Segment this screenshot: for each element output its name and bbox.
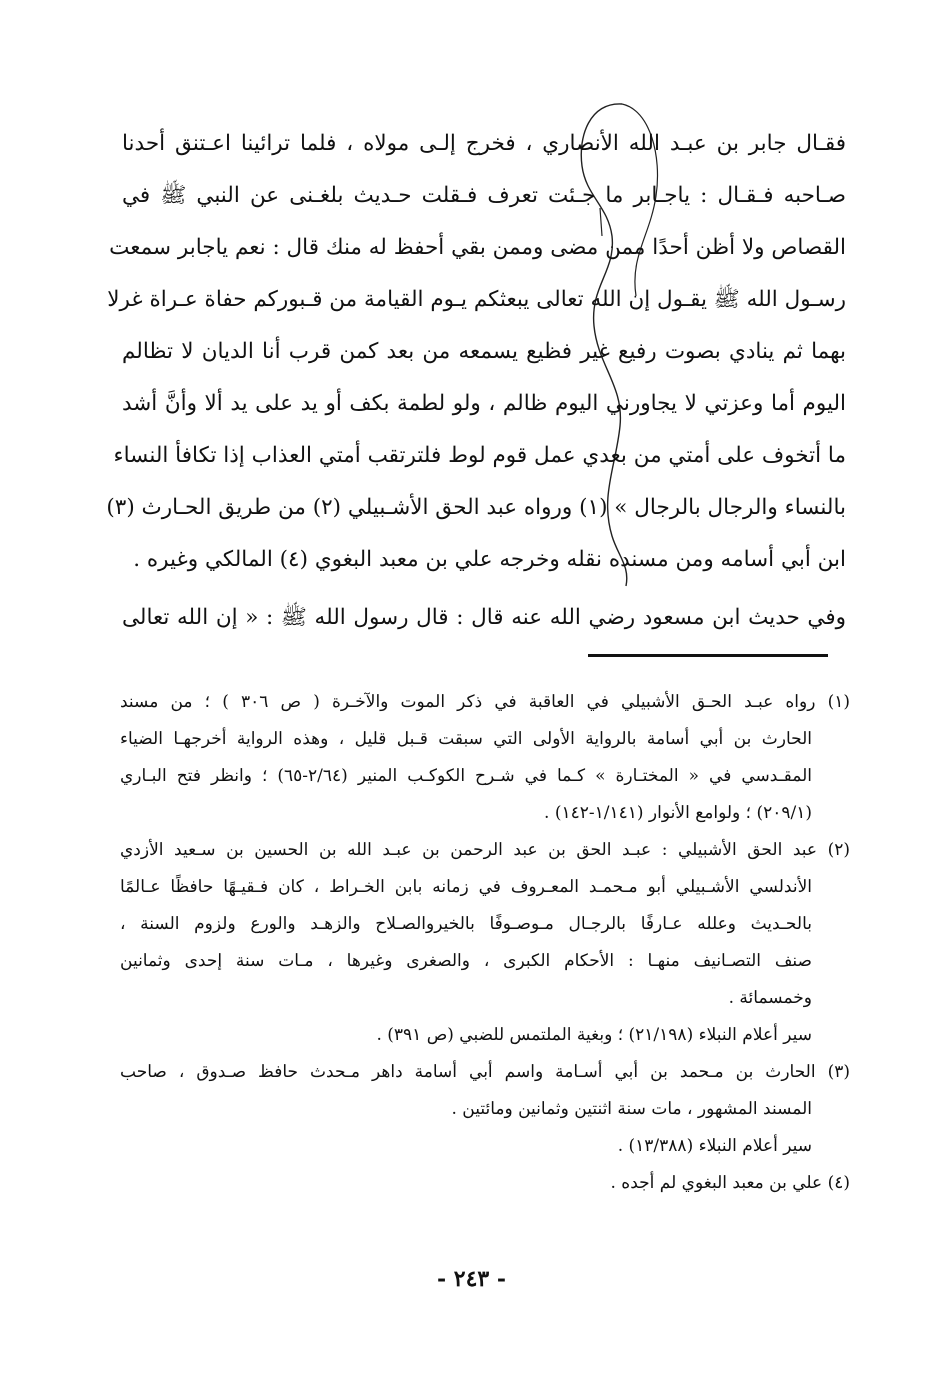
- body-line: فقـال جابر بن عبـد الله الأنصاري ، فخرج إلـى مولاه ، فلما ترائينا اعـتنق أحدنا: [122, 131, 846, 156]
- footnote-line: سير أعلام النبلاء (١٣/٣٨٨) .: [617, 1136, 812, 1156]
- footnote-line: صنف التصـانيف منهـا : الأحكام الكبرى ، والصغرى وغيرها ، مـات سنة إحدى وثمانين: [120, 951, 812, 971]
- footnote-line: سير أعلام النبلاء (٢١/١٩٨) ؛ وبغية الملتمس للضبي (ص ٣٩١) .: [376, 1025, 812, 1045]
- page-number: - ٢٤٣ -: [436, 1266, 507, 1292]
- body-line: بهما ثم ينادي بصوت رفيع غير فظيع يسمعه من بعد كمن قرب أنا الديان لا تظالم: [122, 339, 846, 364]
- body-line: اليوم أما وعزتي لا يجاورني اليوم ظالم ، ولو لطمة بكف أو يد على يد ألا وأنَّ أشد: [122, 391, 846, 416]
- footnote-line: (٢٠٩/١) ؛ ولوامع الأنوار (١/١٤١-١٤٢) .: [544, 803, 812, 823]
- body-line: صـاحبه فـقـال : ياجـابر ما جـئت تعرف فـقلت حـديث بلغـنى عن النبي ﷺ في: [122, 183, 846, 208]
- body-line: ابن أبي أسامه ومن مسنده نقله وخرجه علي بن معبد البغوي (٤) المالكي وغيره .: [133, 547, 846, 572]
- footnote-divider: [588, 654, 828, 657]
- body-line: رسـول الله ﷺ يقـول إن الله تعالى يبعثكم يـوم القيامة من قـبوركم حفاة عـراة غرلا: [107, 287, 846, 312]
- footnote-line: بالحـديث وعلله عـارفًا بالرجـال مـوصـوفًا بالخيروالصـلاح والزهـد والورع ولزوم السنة ،: [120, 914, 812, 934]
- body-line: القصاص ولا أظن أحدًا ممن مضى وممن بقي أحفظ له منك قال : نعم ياجابر سمعت: [109, 235, 846, 260]
- footnote-line: المقـدسي في « المختـارة » كـما في شـرح الكوكـب المنير (٢/٦٤-٦٥) ؛ وانظر فتح البـاري: [120, 766, 812, 786]
- footnotes-section: [120, 684, 850, 1202]
- footnote-line: وخمسمائة .: [728, 988, 812, 1008]
- footnote-line: المسند المشهور ، مات سنة اثنتين وثمانين ومائتين .: [451, 1099, 812, 1119]
- body-line: بالنساء والرجال بالرجال » (١) ورواه عبد الحق الأشـبيلي (٢) من طريق الحـارث (٣): [106, 495, 846, 520]
- footnote-line: (٣) الحارث بن مـحمد بن أبي أسـامة واسم أبي أسامة داهر مـحدث حافظ صـدوق ، صاحب: [120, 1062, 850, 1082]
- footnote-line: (١) رواه عبـد الحـق الأشبيلي في العاقبة في ذكر الموت والآخـرة ( ص ٣٠٦ ) ؛ من مسند: [120, 692, 850, 712]
- footnote-line: (٤) علي بن معبد البغوي لم أجده .: [610, 1173, 850, 1193]
- main-body-text: [106, 118, 846, 644]
- body-line: ما أتخوف على أمتي من بعدي عمل قوم لوط فلترتقب أمتي العذاب إذا تكافأ النساء: [113, 443, 846, 468]
- body-line: وفي حديث ابن مسعود رضي الله عنه قال : قال رسول الله ﷺ : « إن الله تعالى: [122, 605, 846, 630]
- footnote-line: الحارث بن أبي أسامة بالرواية الأولى التي سبقت قـبل قليل ، وهذه الرواية أخرجهـا الضياء: [120, 729, 812, 749]
- footnote-line: الأندلسي الأشـبيلي أبو مـحمـد المعـروف في زمانه بابن الخـراط ، كان فـقيـهًا حافظًا عـالمًا: [120, 877, 812, 897]
- footnote-line: (٢) عبد الحق الأشبيلي : عبـد الحق بن عبد الرحمن بن عبـد الله بن الحسين بن سـعيد الأزدي: [120, 840, 850, 860]
